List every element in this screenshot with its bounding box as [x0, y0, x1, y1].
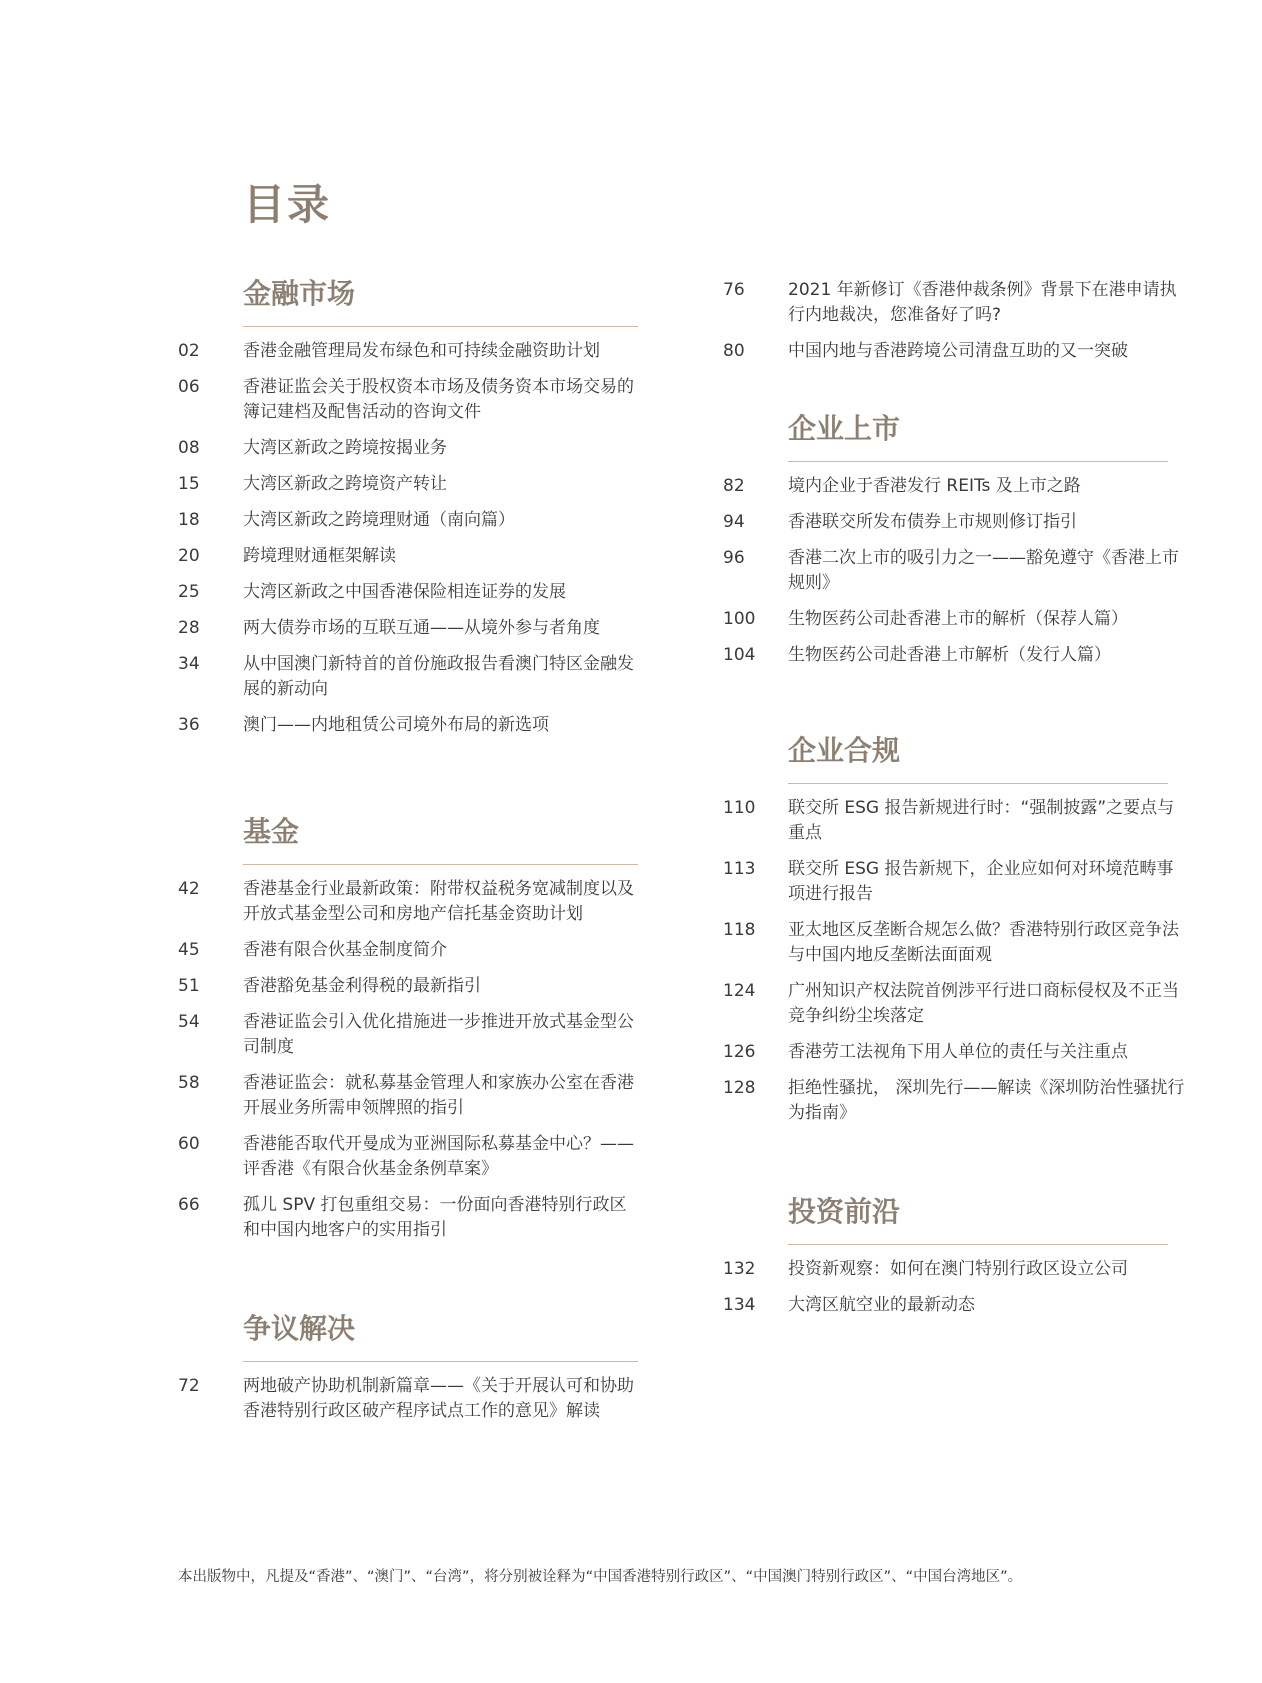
section-divider	[243, 326, 638, 327]
page-number: 34	[178, 654, 200, 674]
page-number: 36	[178, 715, 200, 735]
entry-title: 香港劳工法视角下用人单位的责任与关注重点	[788, 1042, 1128, 1062]
page-number: 132	[723, 1259, 756, 1279]
entry-title: 大湾区新政之跨境按揭业务	[243, 438, 447, 458]
entry-title: 孤儿 SPV 打包重组交易：一份面向香港特别行政区和中国内地客户的实用指引	[243, 1195, 627, 1240]
section-title: 争议解决	[243, 1312, 356, 1345]
section-listing	[723, 409, 1185, 679]
toc-entry[interactable]	[178, 616, 638, 641]
page-number: 124	[723, 981, 756, 1001]
entry-title: 香港豁免基金利得税的最新指引	[243, 976, 481, 996]
entry-title: 香港证监会：就私募基金管理人和家族办公室在香港开展业务所需申领牌照的指引	[243, 1073, 634, 1118]
page-number: 18	[178, 510, 200, 530]
section-divider	[788, 783, 1168, 784]
toc-entry[interactable]	[723, 918, 1185, 968]
toc-entry[interactable]	[723, 1293, 1185, 1318]
toc-entry[interactable]	[723, 278, 1185, 328]
section-title: 金融市场	[243, 277, 356, 310]
section-divider	[788, 461, 1168, 462]
entry-title: 中国内地与香港跨境公司清盘互助的又一突破	[788, 341, 1128, 361]
page-number: 80	[723, 341, 745, 361]
toc-entry[interactable]	[178, 436, 638, 461]
entry-title: 两大债券市场的互联互通——从境外参与者角度	[243, 618, 600, 638]
page-number: 06	[178, 377, 200, 397]
entry-title: 生物医药公司赴香港上市的解析（保荐人篇）	[788, 609, 1128, 629]
page-number: 66	[178, 1195, 200, 1215]
toc-entry[interactable]	[178, 580, 638, 605]
footnote: 本出版物中，凡提及“香港”、“澳门”、“台湾”，将分别被诠释为“中国香港特别行政区”、“中国澳门特别行政区”、“中国台湾地区”。	[178, 1569, 1023, 1585]
section-compliance	[723, 731, 1185, 1137]
page-number: 45	[178, 940, 200, 960]
page-number: 94	[723, 512, 745, 532]
entry-title: 拒绝性骚扰， 深圳先行——解读《深圳防治性骚扰行为指南》	[788, 1078, 1185, 1123]
page-number: 15	[178, 474, 200, 494]
page-number: 104	[723, 645, 756, 665]
entry-title: 香港能否取代开曼成为亚洲国际私募基金中心？—— 评香港《有限合伙基金条例草案》	[243, 1134, 634, 1179]
page-number: 02	[178, 341, 200, 361]
toc-entry[interactable]	[723, 607, 1185, 632]
section-divider	[243, 1361, 638, 1362]
section-dispute-resolution	[178, 1309, 638, 1435]
page-number: 72	[178, 1376, 200, 1396]
section-divider	[788, 1244, 1168, 1245]
toc-entry[interactable]	[178, 938, 638, 963]
page-title: 目录	[243, 180, 332, 229]
entry-title: 两地破产协助机制新篇章——《关于开展认可和协助香港特别行政区破产程序试点工作的意见》解读	[243, 1376, 634, 1421]
entry-title: 香港联交所发布债券上市规则修订指引	[788, 512, 1077, 532]
toc-entry[interactable]	[178, 713, 638, 738]
toc-entry[interactable]	[178, 652, 638, 702]
page-number: 25	[178, 582, 200, 602]
entry-title: 香港基金行业最新政策：附带权益税务宽减制度以及开放式基金型公司和房地产信托基金资助计划	[243, 879, 634, 924]
toc-entry[interactable]	[723, 1076, 1185, 1126]
toc-entry[interactable]	[723, 546, 1185, 596]
section-investment	[723, 1192, 1185, 1329]
page-number: 08	[178, 438, 200, 458]
page-number: 51	[178, 976, 200, 996]
toc-entry[interactable]	[178, 472, 638, 497]
toc-entry[interactable]	[178, 339, 638, 364]
entry-title: 境内企业于香港发行 REITs 及上市之路	[788, 476, 1081, 496]
entry-title: 联交所 ESG 报告新规下，企业应如何对环境范畴事项进行报告	[788, 859, 1174, 904]
toc-entry[interactable]	[723, 339, 1185, 364]
entry-title: 香港有限合伙基金制度简介	[243, 940, 447, 960]
page-number: 76	[723, 280, 745, 300]
section-title: 投资前沿	[788, 1195, 901, 1228]
toc-entry[interactable]	[178, 877, 638, 927]
entry-title: 大湾区新政之跨境理财通（南向篇）	[243, 510, 515, 530]
section-divider	[243, 864, 638, 865]
toc-entry[interactable]	[723, 796, 1185, 846]
entry-title: 投资新观察：如何在澳门特别行政区设立公司	[788, 1259, 1128, 1279]
toc-entry[interactable]	[723, 474, 1185, 499]
entry-title: 跨境理财通框架解读	[243, 546, 396, 566]
page-number: 96	[723, 548, 745, 568]
toc-entry[interactable]	[178, 1193, 638, 1243]
page-number: 20	[178, 546, 200, 566]
section-funds	[178, 812, 638, 1254]
toc-entry[interactable]	[178, 974, 638, 999]
toc-entry[interactable]	[178, 1374, 638, 1424]
toc-entry[interactable]	[723, 1257, 1185, 1282]
page-number: 100	[723, 609, 756, 629]
toc-entry[interactable]	[723, 1040, 1185, 1065]
section-financial-markets	[178, 274, 638, 749]
entry-title: 香港证监会关于股权资本市场及债务资本市场交易的簿记建档及配售活动的咨询文件	[243, 377, 634, 422]
entry-title: 香港二次上市的吸引力之一——豁免遵守《香港上市规则》	[788, 548, 1179, 593]
entry-title: 澳门——内地租赁公司境外布局的新选项	[243, 715, 549, 735]
entry-title: 广州知识产权法院首例涉平行进口商标侵权及不正当竞争纠纷尘埃落定	[788, 981, 1179, 1026]
page-number: 58	[178, 1073, 200, 1093]
toc-entry[interactable]	[723, 979, 1185, 1029]
entry-title: 2021 年新修订《香港仲裁条例》背景下在港申请执行内地裁决，您准备好了吗?	[788, 280, 1177, 325]
section-title: 企业上市	[788, 412, 901, 445]
entry-title: 从中国澳门新特首的首份施政报告看澳门特区金融发展的新动向	[243, 654, 634, 699]
page-number: 60	[178, 1134, 200, 1154]
entry-title: 亚太地区反垄断合规怎么做？香港特别行政区竞争法与中国内地反垄断法面面观	[788, 920, 1179, 965]
toc-entry[interactable]	[178, 508, 638, 533]
toc-entry[interactable]	[178, 1010, 638, 1060]
entry-title: 大湾区新政之跨境资产转让	[243, 474, 447, 494]
page-number: 128	[723, 1078, 756, 1098]
page-number: 118	[723, 920, 756, 940]
page-number: 113	[723, 859, 756, 879]
toc-entry[interactable]	[178, 544, 638, 569]
toc-entry[interactable]	[723, 643, 1185, 668]
page-number: 110	[723, 798, 756, 818]
toc-entry[interactable]	[178, 1132, 638, 1182]
page-number: 42	[178, 879, 200, 899]
entry-title: 大湾区新政之中国香港保险相连证券的发展	[243, 582, 566, 602]
toc-entry[interactable]	[723, 510, 1185, 535]
entry-title: 大湾区航空业的最新动态	[788, 1295, 975, 1315]
entry-title: 生物医药公司赴香港上市解析（发行人篇）	[788, 645, 1111, 665]
entry-title: 香港金融管理局发布绿色和可持续金融资助计划	[243, 341, 600, 361]
toc-entry[interactable]	[178, 375, 638, 425]
page-number: 54	[178, 1012, 200, 1032]
page-number: 126	[723, 1042, 756, 1062]
entry-title: 联交所 ESG 报告新规进行时：“强制披露”之要点与重点	[788, 798, 1175, 843]
page-number: 134	[723, 1295, 756, 1315]
section-title: 基金	[243, 815, 300, 848]
entry-title: 香港证监会引入优化措施进一步推进开放式基金型公司制度	[243, 1012, 634, 1057]
page-number: 82	[723, 476, 745, 496]
toc-entry[interactable]	[178, 1071, 638, 1121]
section-title: 企业合规	[788, 734, 901, 767]
section-dispute-continued	[723, 278, 1185, 375]
page-number: 28	[178, 618, 200, 638]
toc-entry[interactable]	[723, 857, 1185, 907]
